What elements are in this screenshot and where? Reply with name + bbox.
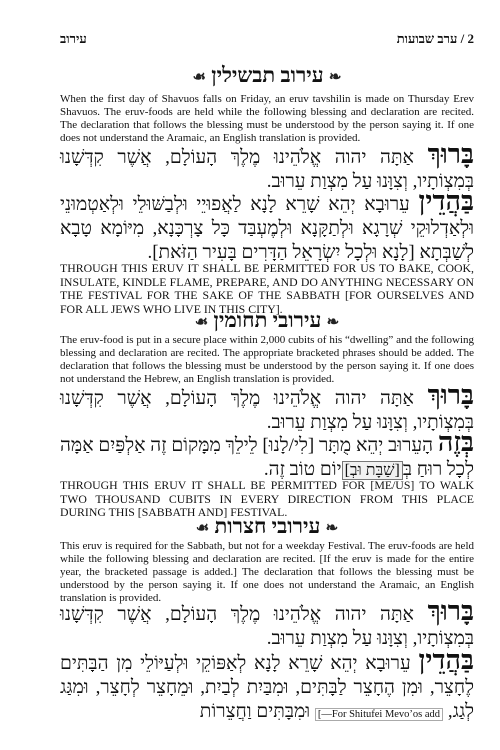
instruction-text: This eruv is required for the Sabbath, but not for a weekday Festival. The eruv-foods are held while the following blessing and declaration are recited. [If the eruv is made for the entire year, the bracketed passage is added.] The declaration that follows the blessing must be understood by the person saying it. If one does not understand the Aramaic, an English translation is provided. [60,540,474,604]
instruction-text: When the first day of Shavuos falls on Friday, an eruv tavshilin is made on Thursday Erev Shavuos. The eruv-foods are held while the following blessing and declaration are recited. The declaration that follows the blessing must be understood by the person saying it. If one does not understand the Aramaic, an English translation is provided. [60,93,474,144]
section-label: עירוב [60,31,87,46]
declaration-text: בַּהֲדֵין עֵרוּבָא יְהֵא שָׁרֵא לָנָא לְאַפּוֹקֵי וּלְעַיּוֹלֵי מִן הַבָּתִּים לֶחָצֵר, וּמִן הֶחָצֵר לַבָּתִּים, וּמִבַּיִת לְבַיִת, וּמֵחָצֵר לְחָצֵר, וּמִגַּג לְגַג, [—For Shitufei Mevo’os add וּמִבָּתִּים וַחֲצֵרוֹת [60,645,475,722]
page-reference: 2 / ערב שבועות [396,31,474,46]
ornament-icon: ☙ [195,520,210,537]
blessing-text: בָּרוּךְ אַתָּה יהוה אֱלֹהֵינוּ מֶלֶךְ הָעוֹלָם, אֲשֶׁר קִדְּשָׁנוּ בְּמִצְוֹתָיו, וְצִוָּנוּ עַל מִצְוַת עֵרוּב. [60,596,475,649]
section-title: ❧ עירובי תחומין ☙ [194,308,340,332]
ornament-icon: ☙ [192,69,206,86]
blessing-text: בָּרוּךְ אַתָּה יהוה אֱלֹהֵינוּ מֶלֶךְ הָעוֹלָם, אֲשֶׁר קִדְּשָׁנוּ בְּמִצְוֹתָיו, וְצִוָּנוּ עַל מִצְוַת עֵרוּב. [60,139,475,192]
declaration-text: בְּזֶה הָעֵרוּב יְהֵא מֻתָּר [לִי/לָנוּ] לֵילֵךְ מִמָּקוֹם זֶה אַלְפַּיִם אַמָּה לְכָל רוּחַ בְּ[שַׁבָּת וּבְ]יוֹם טוֹב זֶה. [60,427,474,480]
ornament-icon: ❧ [326,314,340,331]
translation-text: THROUGH THIS ERUV IT SHALL BE PERMITTED FOR [ME/US] TO WALK TWO THOUSAND CUBITS IN EVERY DIRECTION FROM THIS PLACE DURING THIS [SABBATH AND] FESTIVAL. [60,478,474,519]
section-title: ❧ עירוב תבשילין ☙ [192,63,342,87]
declaration-text: בַּהֲדֵין עֵרוּבָא יְהֵא שָׁרֵא לָנָא לַאֲפוּיֵי וּלְבַשּׁוּלֵי וּלְאַטְמוּנֵי וּלְאַדְלוּקֵי שְׁרָגָא וּלְתַקָּנָא וּלְמֶעְבַּד כָּל צָרְכָּנָא, מִיּוֹמָא טָבָא לְשַׁבְּתָא [לָנָא וּלְכָל יִשְׂרָאֵל הַדָּרִים בָּעִיר הַזֹּאת]. [60,186,475,263]
running-header [60,31,474,51]
ornament-icon: ☙ [194,314,209,331]
instruction-text: The eruv-food is put in a secure place within 2,000 cubits of his “dwelling” and the following blessing and declaration are recited. The appropriate bracketed phrases should be added. The declaration that follows the blessing must be understood by the person saying it. If one does not understand the Hebrew, an English translation is provided. [60,334,474,385]
bracket-note: [—For Shitufei Mevo’os add [315,708,443,721]
blessing-text: בָּרוּךְ אַתָּה יהוה אֱלֹהֵינוּ מֶלֶךְ הָעוֹלָם, אֲשֶׁר קִדְּשָׁנוּ בְּמִצְוֹתָיו, וְצִוָּנוּ עַל מִצְוַת עֵרוּב. [60,380,475,433]
ornament-icon: ❧ [325,520,339,537]
translation-text: THROUGH THIS ERUV IT SHALL BE PERMITTED FOR US TO BAKE, COOK, INSULATE, KINDLE FLAME, PREPARE, AND DO ANYTHING NECESSARY ON THE FESTIVAL FOR THE SAKE OF THE SABBATH [FOR OURSELVES AND FOR ALL JEWS WHO LIVE IN THIS CITY]. [60,261,474,316]
section-title: ❧ עירובי חצרות ☙ [195,514,339,538]
ornament-icon: ❧ [328,69,342,86]
